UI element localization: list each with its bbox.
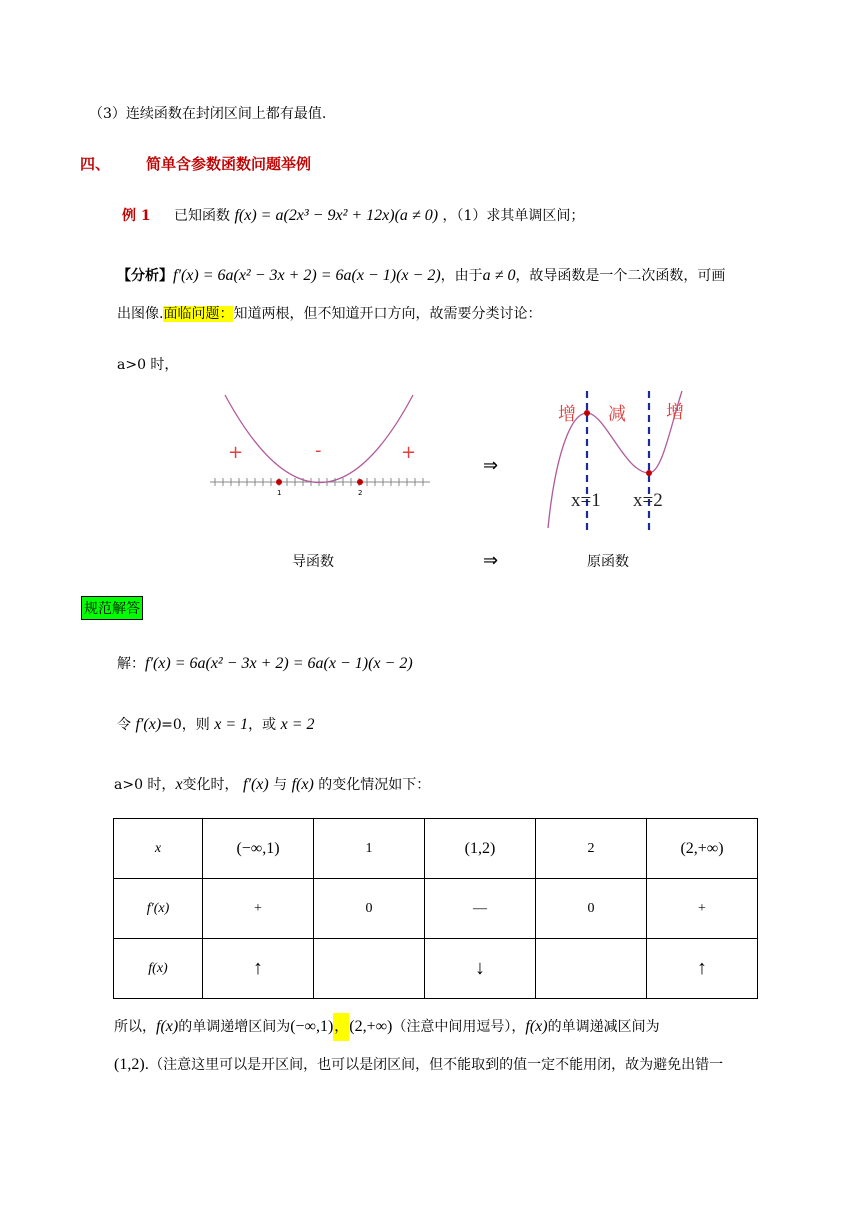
solution-x-var: x	[175, 776, 183, 793]
analysis-cond: a ≠ 0	[482, 267, 516, 284]
section-title: 简单含参数函数问题举例	[146, 155, 312, 173]
caption-original: 原函数	[587, 554, 629, 570]
conclusion-dec-text: 的单调递减区间为	[547, 1019, 660, 1035]
variation-table	[113, 818, 758, 999]
label-x-eq-1: x=1	[571, 490, 601, 511]
table-row-fprime	[114, 879, 758, 939]
conclusion-f2: f(x)	[525, 1018, 548, 1035]
table-cell: 2	[536, 819, 647, 879]
example-formula: f(x) = a(2x³ − 9x² + 12x)(a ≠ 0)	[234, 207, 439, 224]
conclusion-line-1	[114, 1016, 660, 1036]
table-cell: 1	[314, 819, 425, 879]
label-increase-left: 增	[558, 404, 576, 425]
solution-x1: x = 1	[214, 716, 249, 733]
analysis-formula: f′(x) = 6a(x² − 3x + 2) = 6a(x − 1)(x − 2)	[173, 267, 441, 284]
sign-plus-left: +	[228, 442, 244, 463]
solution-line-2	[117, 714, 315, 734]
analysis-text2: ，故导函数是一个二次函数，可画	[515, 268, 726, 284]
conclusion-f1: f(x)	[156, 1018, 179, 1035]
table-cell: 0	[536, 879, 647, 939]
caption-derivative: 导函数	[292, 554, 334, 570]
conclusion-note: （注意中间用逗号），	[392, 1019, 526, 1035]
highlight-comma: ，	[333, 1013, 349, 1041]
conclusion-inc-text: 的单调递增区间为	[178, 1019, 291, 1035]
table-row-x	[114, 819, 758, 879]
highlight-problem: 面临问题：	[163, 306, 234, 322]
solution-x2: x = 2	[280, 716, 315, 733]
sign-plus-right: +	[401, 442, 417, 463]
table-cell: —	[425, 879, 536, 939]
root-label-1: 1	[277, 489, 282, 497]
interval-decrease: (1,2)	[114, 1056, 145, 1073]
table-cell: ↑	[647, 939, 758, 999]
table-row-f	[114, 939, 758, 999]
table-cell: (−∞,1)	[203, 819, 314, 879]
solution-f: f(x)	[291, 776, 314, 793]
solution-changes: 变化时，	[182, 777, 239, 793]
solution-let: 令	[117, 717, 131, 733]
conclusion-line-2	[114, 1054, 723, 1074]
solution-fprime-2: f′(x)	[243, 776, 269, 793]
case-a-positive: a>0 时，	[117, 357, 179, 373]
solution-derivative: f′(x) = 6a(x² − 3x + 2) = 6a(x − 1)(x − 2)	[145, 655, 413, 672]
table-cell: f(x)	[114, 939, 203, 999]
solution-eq-zero: =0，则	[161, 717, 210, 733]
label-x-eq-2: x=2	[633, 490, 663, 511]
min-point	[646, 470, 652, 476]
solution-or: ，或	[248, 717, 277, 733]
analysis-line-1	[117, 265, 725, 285]
implies-arrow-bottom: ⇒	[483, 550, 499, 571]
interval-increase-2: (2,+∞)	[349, 1018, 393, 1035]
example-label: 例 1	[122, 208, 151, 224]
solution-and: 与	[273, 777, 288, 793]
table-cell	[314, 939, 425, 999]
label-decrease: 减	[608, 404, 626, 425]
analysis-line2-post: 知道两根，但不知道开口方向，故需要分类讨论：	[233, 306, 542, 322]
implies-arrow-top: ⇒	[483, 455, 499, 476]
conclusion-prefix: 所以，	[114, 1019, 156, 1035]
analysis-line-2	[117, 303, 541, 323]
solution-tag: 规范解答	[81, 596, 143, 620]
original-function-graph	[540, 388, 700, 533]
derivative-graph	[205, 390, 435, 520]
table-cell: x	[114, 819, 203, 879]
example-intro	[174, 205, 584, 225]
solution-line-3	[114, 774, 430, 794]
table-cell	[536, 939, 647, 999]
sign-minus: -	[315, 440, 322, 461]
solution-line-1	[117, 653, 413, 673]
solution-table-intro: 的变化情况如下：	[318, 777, 431, 793]
example-post: ，（1）求其单调区间；	[442, 208, 585, 224]
interval-increase-1: (−∞,1)	[290, 1018, 334, 1035]
table-cell: +	[647, 879, 758, 939]
table-cell: +	[203, 879, 314, 939]
table-cell: (1,2)	[425, 819, 536, 879]
label-increase-right: 增	[666, 402, 684, 423]
example-pre: 已知函数	[174, 208, 230, 224]
solution-fprime: f′(x)	[135, 716, 162, 733]
root-point-1	[276, 479, 282, 485]
root-label-2: 2	[358, 489, 363, 497]
conclusion-note-2: .（注意这里可以是开区间，也可以是闭区间，但不能取到的值一定不能用闭，故为避免出错一	[144, 1057, 724, 1073]
analysis-line2-pre: 出图像.	[117, 306, 164, 322]
parabola-curve	[225, 395, 413, 483]
table-cell: f′(x)	[114, 879, 203, 939]
section-number: 四、	[80, 155, 111, 173]
analysis-tag: 【分析】	[117, 268, 173, 284]
solution-case: a>0 时，	[114, 777, 176, 793]
table-cell: ↑	[203, 939, 314, 999]
solution-prefix: 解：	[117, 656, 145, 672]
max-point	[584, 410, 590, 416]
table-cell: (2,+∞)	[647, 819, 758, 879]
root-point-2	[357, 479, 363, 485]
table-cell: 0	[314, 879, 425, 939]
text-line-3: （3）连续函数在封闭区间上都有最值.	[89, 106, 327, 122]
table-cell: ↓	[425, 939, 536, 999]
analysis-text1: ，由于	[440, 268, 483, 284]
